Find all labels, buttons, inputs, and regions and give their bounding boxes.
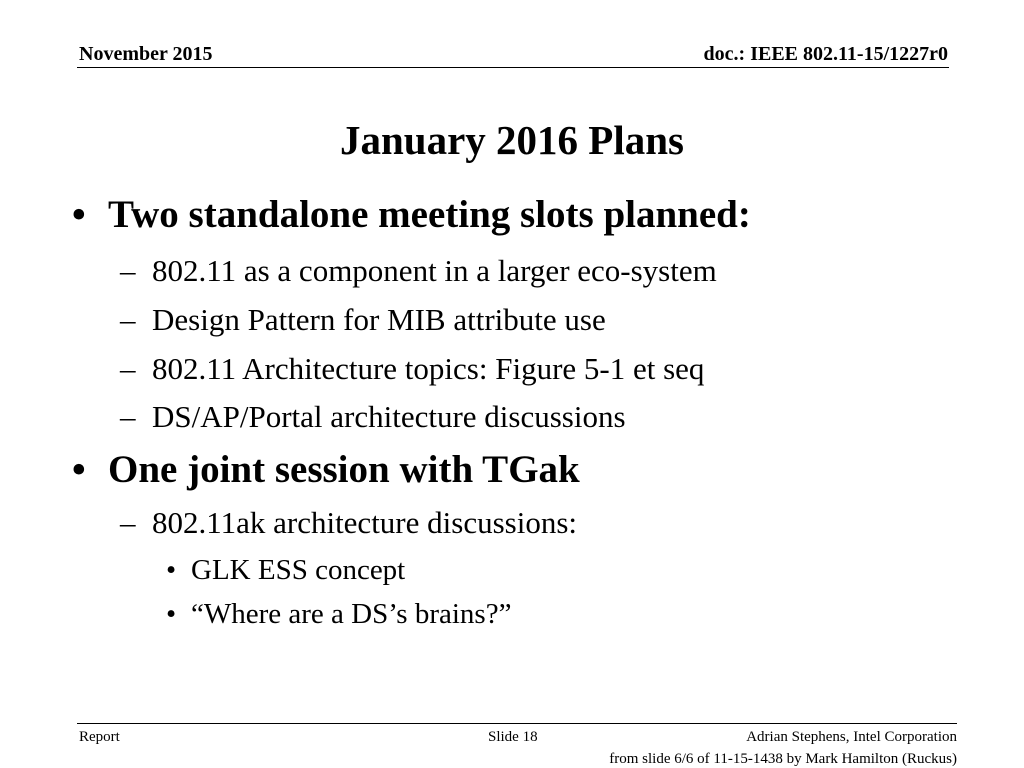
slide-title: January 2016 Plans (340, 117, 684, 163)
sub-item-architecture-topics: 802.11 Architecture topics: Figure 5-1 et seq (152, 351, 705, 386)
bullet-marker: • (72, 448, 86, 491)
dash-marker: – (120, 253, 136, 288)
footer-report-label: Report (79, 729, 120, 745)
dash-marker: – (120, 505, 136, 540)
sub-item-11ak-architecture: 802.11ak architecture discussions: (152, 505, 577, 540)
footer-author: Adrian Stephens, Intel Corporation (746, 729, 957, 745)
sub-item-ds-ap-portal: DS/AP/Portal architecture discussions (152, 399, 626, 434)
header-divider (77, 67, 949, 68)
header-date: November 2015 (79, 43, 213, 65)
bullet-joint-session-tgak: One joint session with TGak (108, 448, 580, 491)
dash-marker: – (120, 399, 136, 434)
dash-marker: – (120, 302, 136, 337)
bullet-marker: • (72, 193, 86, 236)
footer-divider (77, 723, 957, 724)
sub-sub-item-glk-ess: GLK ESS concept (191, 554, 406, 586)
sub-sub-item-ds-brains: “Where are a DS’s brains?” (191, 598, 512, 630)
bullet-standalone-slots: Two standalone meeting slots planned: (108, 193, 751, 236)
sub-bullet-marker: • (166, 554, 177, 586)
footer-source-note: from slide 6/6 of 11-15-1438 by Mark Hamilton (Ruckus) (609, 751, 957, 767)
sub-item-eco-system: 802.11 as a component in a larger eco-system (152, 253, 717, 288)
sub-bullet-marker: • (166, 598, 177, 630)
footer-slide-number: Slide 18 (488, 729, 538, 745)
header-doc-id: doc.: IEEE 802.11-15/1227r0 (703, 43, 948, 65)
sub-item-mib-design-pattern: Design Pattern for MIB attribute use (152, 302, 606, 337)
dash-marker: – (120, 351, 136, 386)
